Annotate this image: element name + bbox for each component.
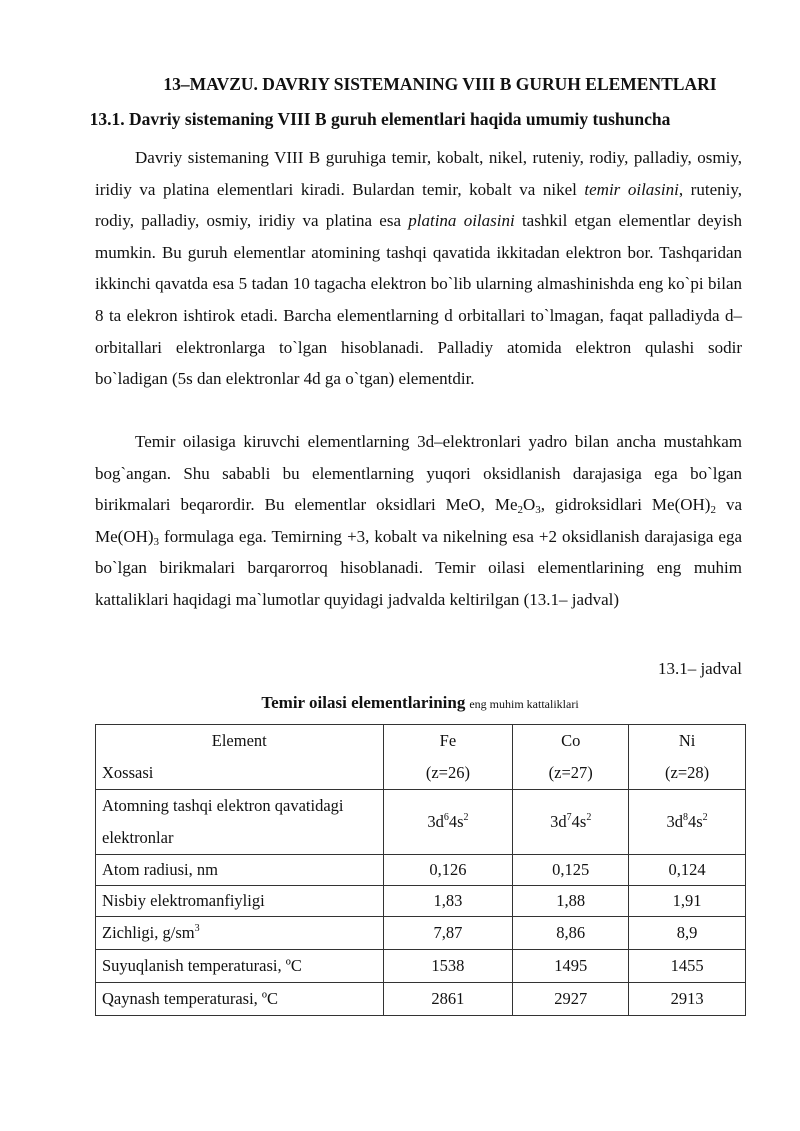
paragraph-2-subscript-a: 2 bbox=[517, 504, 524, 517]
table-row-electronegativity bbox=[96, 886, 746, 917]
table-row-density bbox=[96, 917, 746, 950]
section-title: 13.1. Davriy sistemaning VIII B guruh elementlari haqida umumiy tushuncha bbox=[89, 109, 671, 129]
header-corner-cell bbox=[96, 725, 384, 790]
row-label-superscript: 3 bbox=[194, 923, 200, 934]
orbital-s-count: 2 bbox=[586, 812, 592, 823]
row-label: Nisbiy elektromanfiyligi bbox=[96, 886, 384, 917]
table-cell: 2927 bbox=[513, 983, 629, 1016]
table-caption-small: eng muhim kattaliklari bbox=[469, 697, 579, 711]
paragraph-2-text-a: Temir oilasiga kiruvchi elementlarning 3d–elektronlari yadro bilan ancha mustahkam bog`angan. Shu sababli bu elementlarning yuqori oksidlanish darajasiga ega bo`lgan birikmalari beqarordir. Bu elementlar oksidlari MeO, Me bbox=[95, 432, 742, 515]
orbital-s: 4s bbox=[448, 812, 464, 831]
table-row-melting bbox=[96, 950, 746, 983]
header-element-label: Element bbox=[211, 731, 267, 750]
header-cell-co bbox=[513, 725, 629, 790]
header-cell-fe bbox=[383, 725, 513, 790]
paragraph-2-text-d: va Me(OH) bbox=[95, 495, 742, 546]
table-cell bbox=[629, 790, 746, 855]
paragraph-2 bbox=[95, 426, 742, 616]
paragraph-1 bbox=[95, 142, 742, 395]
paragraph-1-text-b: , ruteniy, rodiy, palladiy, osmiy, iridiy va platina esa bbox=[95, 179, 742, 231]
table-cell: 1,83 bbox=[383, 886, 513, 917]
orbital-s-count: 2 bbox=[702, 812, 708, 823]
table-cell: 8,86 bbox=[513, 917, 629, 950]
paragraph-2-text-b: O bbox=[523, 495, 536, 515]
header-z: (z=26) bbox=[425, 763, 470, 782]
table-header-row bbox=[96, 725, 746, 790]
orbital-s-count: 2 bbox=[463, 812, 469, 823]
paragraph-2-subscript-c: 2 bbox=[710, 504, 716, 517]
row-label: Qaynash temperaturasi, ºC bbox=[96, 983, 384, 1016]
table-caption-bold: Temir oilasi elementlarining bbox=[261, 693, 466, 712]
table-row-radius bbox=[96, 855, 746, 886]
header-z: (z=28) bbox=[665, 763, 710, 782]
header-z: (z=27) bbox=[548, 763, 593, 782]
chapter-title: 13–MAVZU. DAVRIY SISTEMANING VIII B GURUH ELEMENTLARI bbox=[163, 74, 717, 94]
header-symbol: Ni bbox=[678, 731, 696, 750]
orbital-d: 3d bbox=[666, 812, 683, 831]
table-cell: 1455 bbox=[629, 950, 746, 983]
orbital-s: 4s bbox=[571, 812, 587, 831]
paragraph-2-subscript-d: 3 bbox=[153, 535, 160, 548]
header-cell-ni bbox=[629, 725, 746, 790]
table-cell: 0,125 bbox=[513, 855, 629, 886]
table-row-boiling bbox=[96, 983, 746, 1016]
header-symbol: Fe bbox=[439, 731, 457, 750]
orbital-d-count: 7 bbox=[566, 812, 572, 823]
table-cell: 1495 bbox=[513, 950, 629, 983]
table-cell: 0,126 bbox=[383, 855, 513, 886]
orbital-d: 3d bbox=[427, 812, 444, 831]
table-cell bbox=[383, 790, 513, 855]
table-cell: 8,9 bbox=[629, 917, 746, 950]
table-row-config bbox=[96, 790, 746, 855]
paragraph-1-emphasis-a: temir oilasini bbox=[584, 179, 679, 199]
paragraph-2-text-c: , gidroksidlari Me(OH) bbox=[540, 495, 711, 515]
table-number: 13.1– jadval bbox=[657, 659, 742, 678]
orbital-d-count: 8 bbox=[682, 812, 688, 823]
table-cell: 2861 bbox=[383, 983, 513, 1016]
table-caption bbox=[95, 693, 745, 713]
paragraph-1-text-c: tashkil etgan elementlar deyish mumkin. Bu guruh elementlar atomining tashqi qavatida ikkitadan elektron bor. Tashqaridan ikkinchi qavatda esa 5 tadan 10 tagacha elektron bo`lib ularning almashinishda eng ko`pi bilan 8 ta elekron ishtirok etadi. Barcha elementlarning d orbitallari to`lmagan, faqat palladiyda d– orbitallari elektronlarga to`lgan hisoblanadi. Palladiy atomida elektron qulashi sodir bo`ladigan (5s dan elektronlar 4d ga o`tgan) elementdir. bbox=[95, 211, 742, 389]
row-label: Suyuqlanish temperaturasi, ºC bbox=[96, 950, 384, 983]
table-cell: 1,88 bbox=[513, 886, 629, 917]
paragraph-2-text-e: formulaga ega. Temirning +3, kobalt va nikelning esa +2 oksidlanish darajasiga ega bo`lgan birikmalari barqarorroq hisoblanadi. Temir oilasi elementlarining eng muhim kattaliklari haqidagi ma`lumotlar quyidagi jadvalda keltirilgan (13.1– jadval) bbox=[95, 526, 742, 609]
row-label: Atom radiusi, nm bbox=[96, 855, 384, 886]
paragraph-1-emphasis-b: platina oilasini bbox=[408, 211, 515, 231]
table-cell: 1,91 bbox=[629, 886, 746, 917]
paragraph-2-subscript-b: 3 bbox=[535, 504, 541, 517]
row-label-cell bbox=[96, 917, 384, 950]
header-symbol: Co bbox=[561, 731, 581, 750]
orbital-d: 3d bbox=[550, 812, 567, 831]
orbital-d-count: 6 bbox=[443, 812, 449, 823]
table-cell: 0,124 bbox=[629, 855, 746, 886]
properties-table bbox=[95, 724, 746, 1016]
orbital-s: 4s bbox=[687, 812, 703, 831]
row-label: Atomning tashqi elektron qavatidagi elektronlar bbox=[96, 790, 384, 855]
table-cell: 2913 bbox=[629, 983, 746, 1016]
row-label: Zichligi, g/sm bbox=[102, 923, 195, 942]
table-cell bbox=[513, 790, 629, 855]
paragraph-1-text-a: Davriy sistemaning VIII B guruhiga temir, kobalt, nikel, ruteniy, rodiy, palladiy, osmiy, iridiy va platina elementlari kiradi. Bulardan temir, kobalt va nikel bbox=[95, 148, 742, 199]
table-cell: 7,87 bbox=[383, 917, 513, 950]
header-property-label: Xossasi bbox=[102, 763, 154, 782]
table-cell: 1538 bbox=[383, 950, 513, 983]
